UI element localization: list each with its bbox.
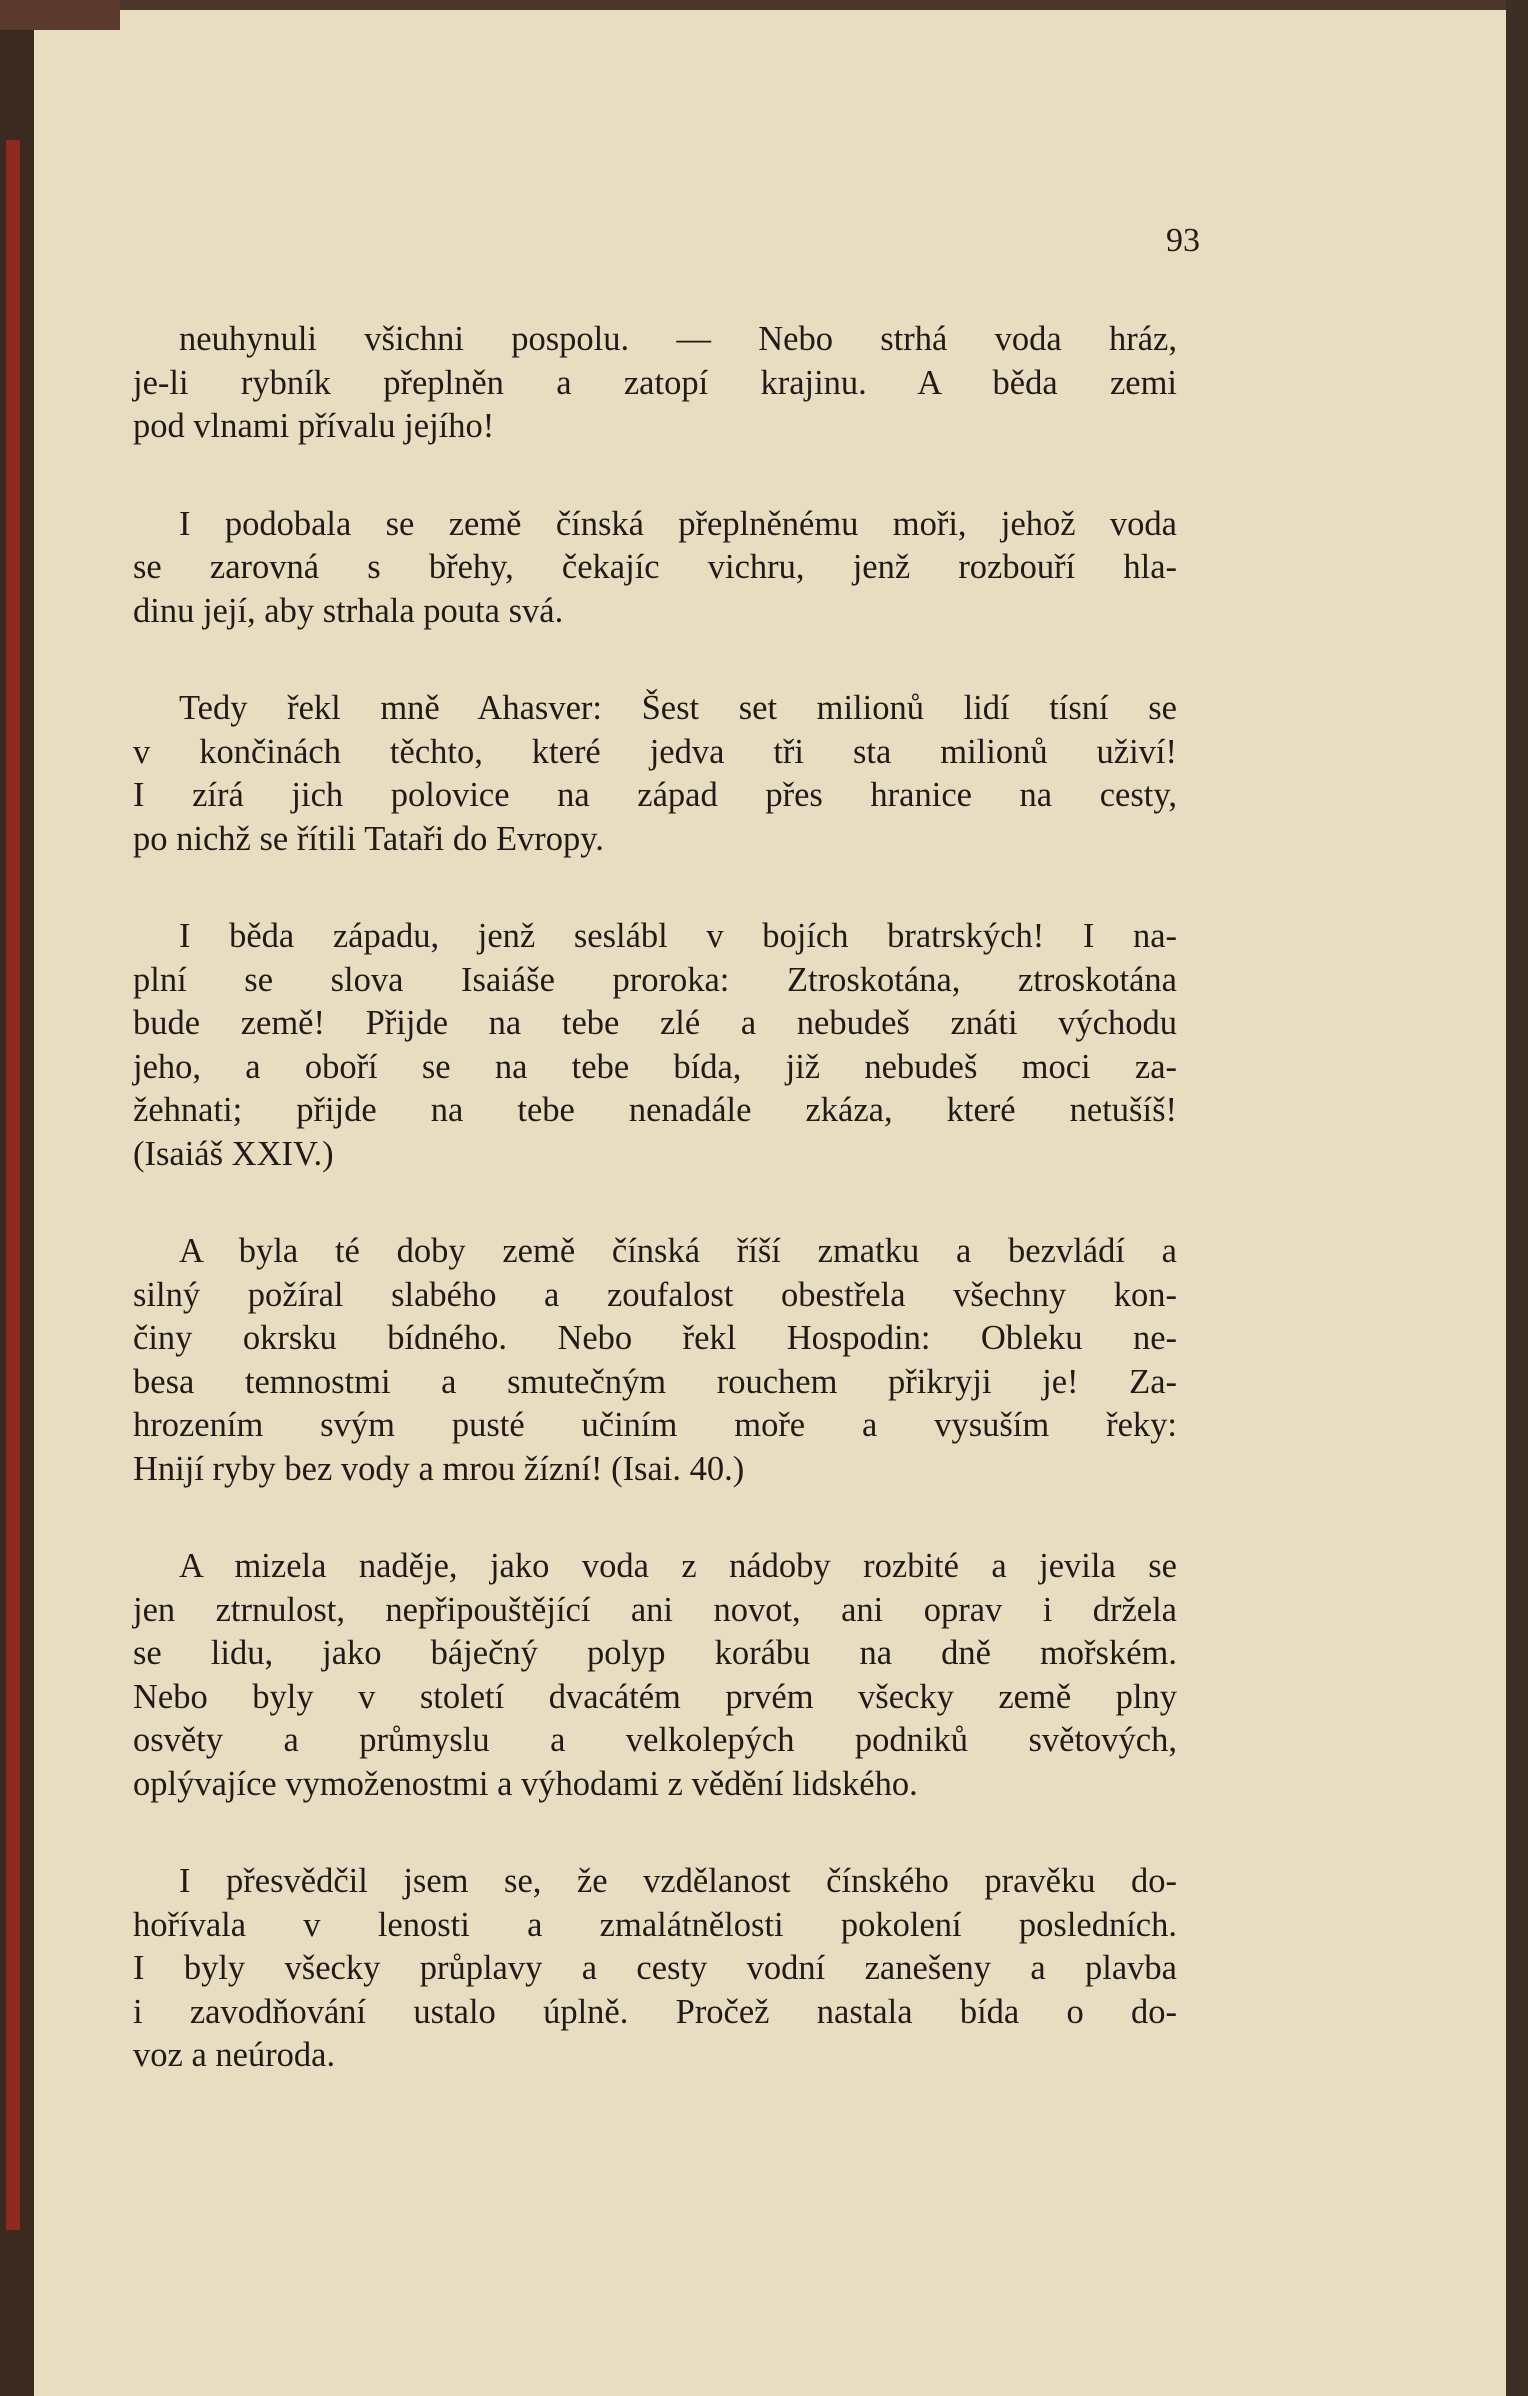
- body-text: [133, 318, 1177, 2132]
- text-line: A mizela naděje, jako voda z nádoby rozbité a jevila se: [179, 1547, 1177, 1585]
- text-line: voz a neúroda.: [133, 2036, 336, 2074]
- text-line: je-li rybník přeplněn a zatopí krajinu. A běda zemi: [133, 363, 1177, 402]
- page-top-edge: [0, 0, 1528, 10]
- binding-red-stripe: [6, 140, 20, 2230]
- paragraph-2: [133, 503, 1177, 634]
- text-line: hrozením svým pusté učiním moře a vysuším řeky:: [133, 1406, 1177, 1444]
- text-line: plní se slova Isaiáše proroka: Ztroskotána, ztroskotána: [133, 960, 1177, 999]
- text-line: osvěty a průmyslu a velkolepých podniků světových,: [133, 1721, 1177, 1759]
- text-line: neuhynuli všichni pospolu. — Nebo strhá voda hráz,: [179, 320, 1177, 358]
- text-line: dinu její, aby strhala pouta svá.: [133, 591, 564, 630]
- text-line: se lidu, jako báječný polyp korábu na dně mořském.: [133, 1634, 1177, 1672]
- paragraph-7: [133, 1860, 1177, 2078]
- text-line: silný požíral slabého a zoufalost obestřela všechny kon-: [133, 1275, 1177, 1314]
- text-line: I zírá jich polovice na západ přes hranice na cesty,: [133, 776, 1177, 814]
- text-line: pod vlnami přívalu jejího!: [133, 407, 495, 445]
- text-line: činy okrsku bídného. Nebo řekl Hospodin: Obleku ne-: [133, 1319, 1177, 1357]
- page-right-edge: [1506, 0, 1528, 2396]
- text-line: i zavodňování ustalo úplně. Pročež nastala bída o do-: [133, 1992, 1177, 2031]
- page-number: 93: [1166, 222, 1200, 259]
- text-line: Hnijí ryby bez vody a mrou žízní! (Isai. 40.): [133, 1449, 745, 1488]
- binding-corner: [0, 0, 120, 30]
- text-line: I podobala se země čínská přeplněnému moři, jehož voda: [179, 504, 1177, 543]
- text-line: I běda západu, jenž seslábl v bojích bratrských! I na-: [179, 917, 1177, 955]
- paragraph-5: [133, 1230, 1177, 1491]
- text-line: jeho, a oboří se na tebe bída, již nebudeš moci za-: [133, 1047, 1177, 1086]
- text-line: Tedy řekl mně Ahasver: Šest set milionů lidí tísní se: [179, 689, 1177, 727]
- paragraph-6: [133, 1545, 1177, 1806]
- text-line: A byla té doby země čínská říší zmatku a bezvládí a: [179, 1232, 1177, 1270]
- text-line: (Isaiáš XXIV.): [133, 1134, 334, 1173]
- paragraph-3: [133, 687, 1177, 861]
- text-line: hořívala v lenosti a zmalátnělosti pokolení posledních.: [133, 1905, 1177, 1944]
- paragraph-1: [133, 318, 1177, 449]
- text-line: se zarovná s břehy, čekajíc vichru, jenž rozbouří hla-: [133, 548, 1177, 586]
- text-line: oplývajíce vymoženostmi a výhodami z vědění lidského.: [133, 1764, 918, 1803]
- text-line: I přesvědčil jsem se, že vzdělanost čínského pravěku do-: [179, 1862, 1177, 1900]
- text-line: Nebo byly v století dvacátém prvém všecky země plny: [133, 1677, 1177, 1716]
- paragraph-4: [133, 915, 1177, 1176]
- text-line: besa temnostmi a smutečným rouchem přikryji je! Za-: [133, 1362, 1177, 1401]
- text-line: žehnati; přijde na tebe nenadále zkáza, které netušíš!: [133, 1091, 1177, 1129]
- text-line: bude země! Přijde na tebe zlé a nebudeš znáti východu: [133, 1004, 1177, 1042]
- text-line: v končinách těchto, které jedva tři sta milionů uživí!: [133, 732, 1177, 771]
- text-line: po nichž se řítili Tataři do Evropy.: [133, 819, 604, 858]
- text-line: I byly všecky průplavy a cesty vodní zanešeny a plavba: [133, 1949, 1177, 1987]
- text-line: jen ztrnulost, nepřipouštějící ani novot, ani oprav i držela: [133, 1590, 1177, 1629]
